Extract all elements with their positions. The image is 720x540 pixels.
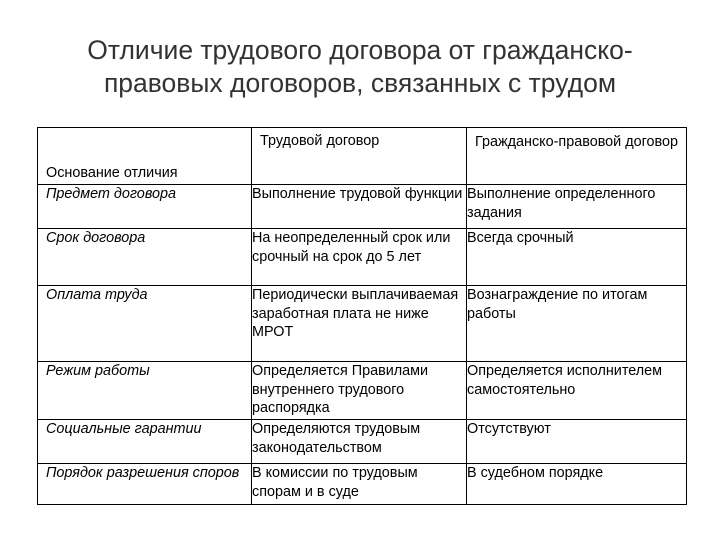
table-row: [38, 464, 687, 505]
table-header-row: [38, 128, 687, 185]
header-civil-contract: Гражданско-правовой договор: [467, 128, 687, 185]
comparison-table: [37, 127, 687, 505]
labor-contract-cell: Определяются трудовым законодательством: [252, 420, 467, 464]
table-row: [38, 420, 687, 464]
civil-contract-cell: Отсутствуют: [467, 420, 687, 464]
table-row: [38, 229, 687, 286]
civil-contract-cell: В судебном порядке: [467, 464, 687, 505]
table-row: [38, 185, 687, 229]
table-row: [38, 286, 687, 362]
table-row: [38, 362, 687, 420]
civil-contract-cell: Всегда срочный: [467, 229, 687, 286]
row-label: Предмет договора: [38, 185, 252, 229]
row-label: Срок договора: [38, 229, 252, 286]
labor-contract-cell: В комиссии по трудовым спорам и в суде: [252, 464, 467, 505]
civil-contract-cell: Вознаграждение по итогам работы: [467, 286, 687, 362]
row-label: Социальные гарантии: [38, 420, 252, 464]
row-label: Режим работы: [38, 362, 252, 420]
labor-contract-cell: Выполнение трудовой функции: [252, 185, 467, 229]
header-basis: Основание отличия: [38, 128, 252, 185]
row-label: Порядок разрешения споров: [38, 464, 252, 505]
slide-title: [20, 34, 700, 100]
labor-contract-cell: Периодически выплачиваемая заработная плата не ниже МРОТ: [252, 286, 467, 362]
civil-contract-cell: Определяется исполнителем самостоятельно: [467, 362, 687, 420]
slide-title-line-2: правовых договоров, связанных с трудом: [103, 68, 617, 98]
civil-contract-cell: Выполнение определенного задания: [467, 185, 687, 229]
labor-contract-cell: Определяется Правилами внутреннего трудового распорядка: [252, 362, 467, 420]
labor-contract-cell: На неопределенный срок или срочный на срок до 5 лет: [252, 229, 467, 286]
header-labor-contract: Трудовой договор: [252, 128, 467, 185]
slide-title-line-1: Отличие трудового договора от гражданско-: [87, 35, 633, 65]
row-label: Оплата труда: [38, 286, 252, 362]
